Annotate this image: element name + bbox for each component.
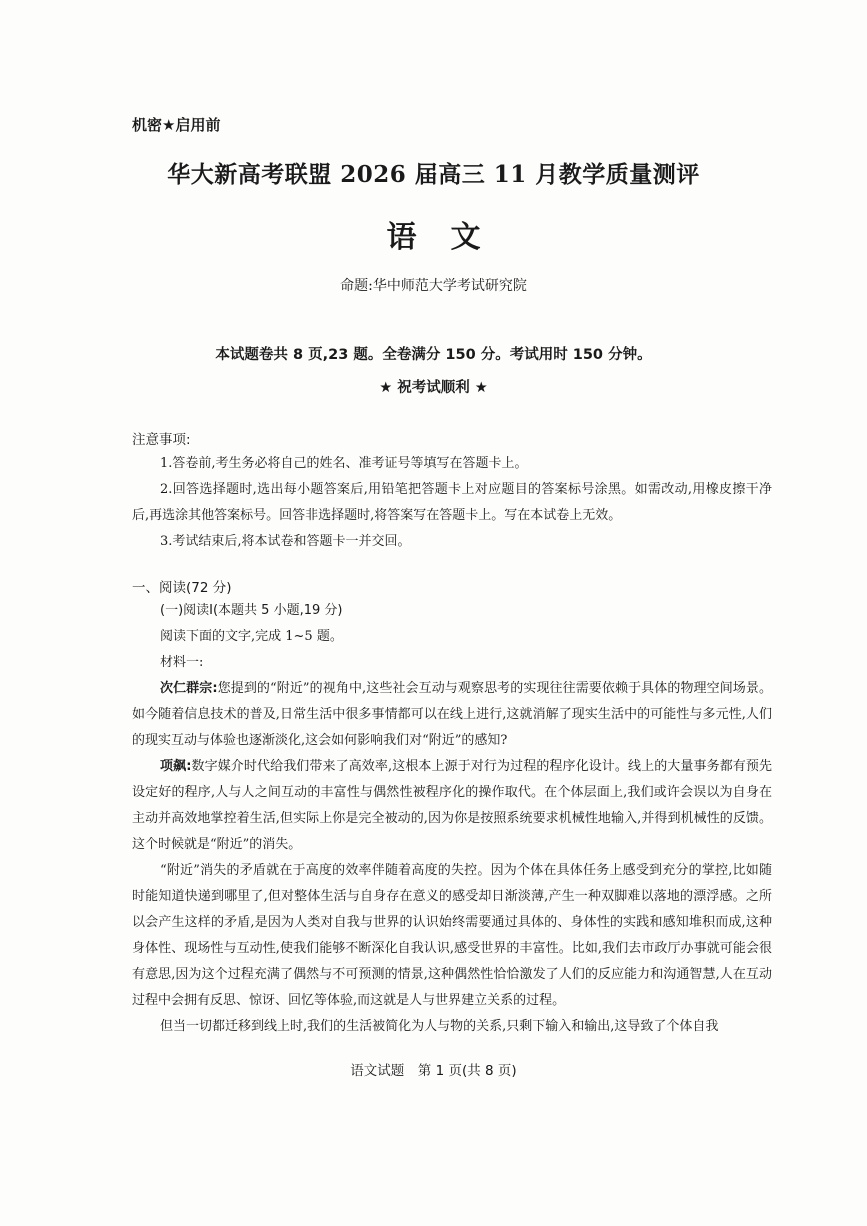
reading-paragraph [132,1014,772,1040]
notice-list [132,451,772,555]
confidential-label: 机密★启用前 [132,116,221,134]
notice-item: 2.回答选择题时,选出每小题答案后,用铅笔把答题卡上对应题目的答案标号涂黑。如需改动,用橡皮擦干净后,再选涂其他答案标号。回答非选择题时,将答案写在答题卡上。写在本试卷上无效。 [132,482,772,523]
material-label: 材料一: [160,655,204,670]
section-heading: 一、阅读(72 分) [132,580,232,596]
subject-title: 语文 [386,220,515,255]
paragraph-text: “附近”消失的矛盾就在于高度的效率伴随着高度的失控。因为个体在具体任务上感受到充分的掌控,比如随时能知道快递到哪里了,但对整体生活与自身存在意义的感受却日渐淡薄,产生一种双脚难以落地的漂浮感。之所以会产生这样的矛盾,是因为人类对自我与世界的认识始终需要通过具体的、身体性的实践和感知堆积而成,这种身体性、现场性与互动性,使我们能够不断深化自我认识,感受世界的丰富性。比如,我们去市政厅办事就可能会很有意思,因为这个过程充满了偶然与不可预测的情景,这种偶然性恰恰激发了人们的反应能力和沟通智慧,人在互动过程中会拥有反思、惊讶、回忆等体验,而这就是人与世界建立关系的过程。 [132,863,772,1008]
good-luck-message: ★ 祝考试顺利 ★ [379,380,488,396]
exam-author: 命题:华中师范大学考试研究院 [340,278,527,294]
notice-item: 1.答卷前,考生务必将自己的姓名、准考证号等填写在答题卡上。 [160,456,528,471]
exam-info: 本试题卷共 8 页,23 题。全卷满分 150 分。考试用时 150 分钟。 [215,347,652,363]
paragraph-text: 您提到的“附近”的视角中,这些社会互动与观察思考的实现往往需要依赖于具体的物理空间场景。如今随着信息技术的普及,日常生活中很多事情都可以在线上进行,这就消解了现实生活中的可能性与多元性,人们的现实互动与体验也逐渐淡化,这会如何影响我们对“附近”的感知? [132,681,772,748]
page-footer: 语文试题 第 1 页(共 8 页) [350,1063,517,1079]
paragraph-text: 但当一切都迁移到线上时,我们的生活被简化为人与物的关系,只剩下输入和输出,这导致了个体自我 [160,1019,719,1034]
reading-paragraph [132,754,772,858]
notice-heading: 注意事项: [132,432,191,448]
exam-title: 华大新高考联盟 2026 届高三 11 月教学质量测评 [167,161,700,188]
reading-sub-heading: (一)阅读Ⅰ(本题共 5 小题,19 分) [160,603,343,618]
reading-paragraph [132,858,772,1014]
paragraph-text: 数字媒介时代给我们带来了高效率,这根本上源于对行为过程的程序化设计。线上的大量事务都有预先设定好的程序,人与人之间互动的丰富性与偶然性被程序化的操作取代。在个体层面上,我们或许会误以为自身在主动并高效地掌控着生活,但实际上你是完全被动的,因为你是按照系统要求机械性地输入,并得到机械性的反馈。这个时候就是“附近”的消失。 [132,759,772,852]
notice-item: 3.考试结束后,将本试卷和答题卡一并交回。 [160,534,411,549]
speaker-name: 项飙: [160,759,192,774]
reading-instruction: 阅读下面的文字,完成 1~5 题。 [160,629,343,644]
reading-block [132,598,772,1040]
reading-paragraph [132,676,772,754]
speaker-name: 次仁群宗: [160,681,218,696]
